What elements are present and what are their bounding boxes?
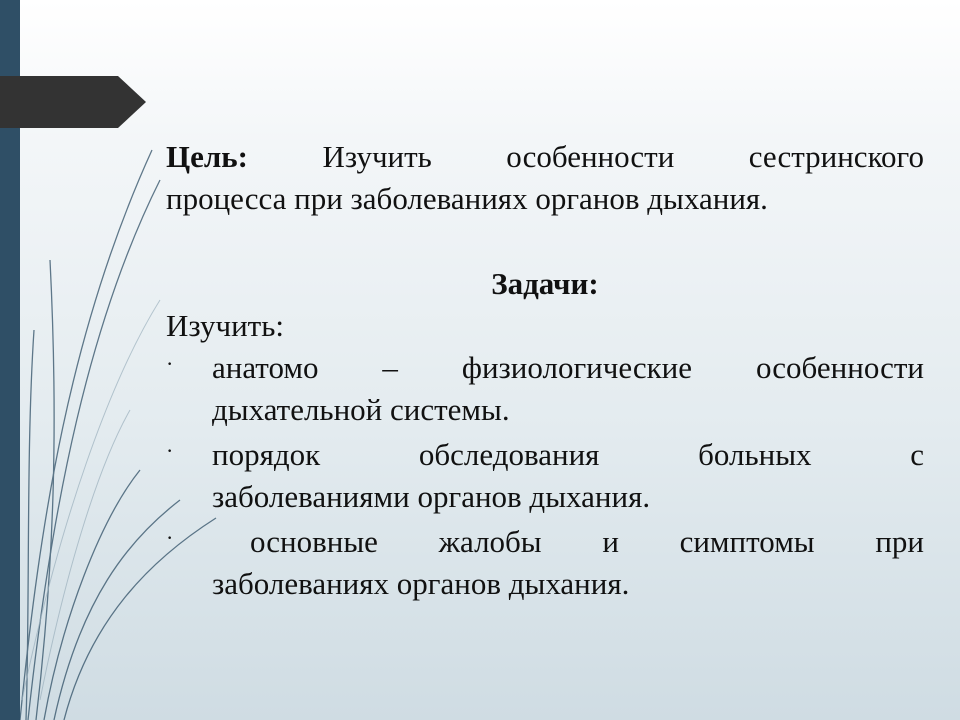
bullet-2-line-1: порядок обследования больных с: [212, 437, 924, 472]
list-item: [166, 434, 924, 518]
list-item: [166, 521, 924, 605]
bullet-icon: ·: [166, 438, 174, 463]
goal-text-line-1: Изучить особенности сестринского: [322, 139, 924, 174]
goal-paragraph: [166, 136, 924, 220]
bullet-3-line-1: основные жалобы и симптомы при: [250, 524, 924, 559]
list-item: [166, 347, 924, 431]
bullet-3-line-2: заболеваниях органов дыхания.: [212, 566, 630, 601]
bullet-2-line-2: заболеваниями органов дыхания.: [212, 479, 651, 514]
goal-line-1: [166, 136, 924, 178]
goal-label: Цель:: [166, 139, 248, 174]
bullet-icon: ·: [166, 525, 174, 550]
title-tab-arrow: [0, 76, 146, 128]
goal-text-line-2: процесса при заболеваниях органов дыхания.: [166, 181, 768, 216]
bullet-icon: ·: [166, 351, 174, 376]
bullet-1-line-1: анатомо – физиологические особенности: [212, 350, 924, 385]
tasks-heading: Задачи:: [491, 266, 599, 301]
bullet-1-line-2: дыхательной системы.: [212, 392, 510, 427]
study-label: Изучить:: [166, 308, 284, 343]
slide-content: [166, 136, 924, 608]
tasks-bullet-list: [166, 347, 924, 605]
